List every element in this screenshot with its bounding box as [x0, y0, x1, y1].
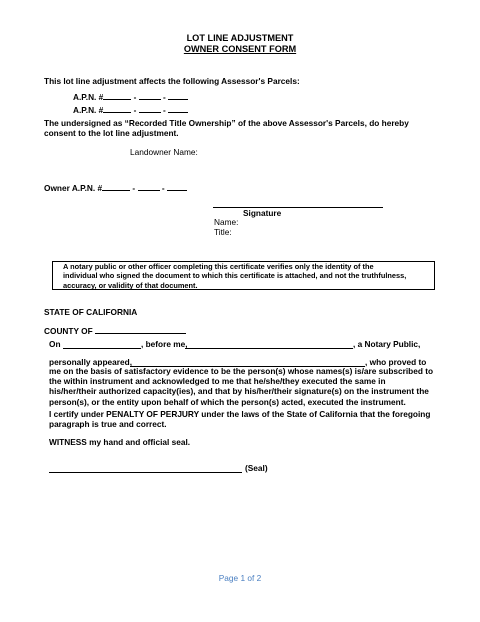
date-blank[interactable]: [63, 348, 141, 349]
consent-text: The undersigned as “Recorded Title Ownership” of the above Assessor's Parcels, do hereby consent to the lot line adjustment.: [44, 118, 409, 139]
form-subtitle: OWNER CONSENT FORM: [183, 44, 297, 54]
owner-apn-blank-a[interactable]: [102, 181, 130, 191]
personally-appeared-label: personally appeared,: [49, 357, 133, 367]
signature-title-label: Title:: [214, 227, 232, 237]
apn-blank-1a[interactable]: [103, 90, 131, 100]
before-me-label: , before me,: [141, 339, 188, 349]
acknowledgment-body: me on the basis of satisfactory evidence to be the person(s) whose names(s) is/are subscribed to the within instrument and acknowledged to me that he/she/they executed the same in his/her/their authorized capacity(ies), and that by his/her/their signature(s) on the instrument the person(s), or the entity upon behalf of which the person(s) acted, executed the instrument.: [49, 366, 434, 407]
apn-dash: -: [163, 92, 166, 102]
state-label: STATE OF CALIFORNIA: [44, 307, 138, 317]
apn-row-2: [73, 103, 188, 115]
apn-blank-1c[interactable]: [168, 90, 188, 100]
apn-dash: -: [133, 105, 137, 115]
apn-blank-1b[interactable]: [139, 90, 161, 100]
owner-apn-blank-c[interactable]: [167, 181, 187, 191]
apn-blank-2c[interactable]: [168, 103, 188, 113]
perjury-statement: I certify under PENALTY OF PERJURY under the laws of the State of California that the foregoing paragraph is true and correct.: [49, 409, 431, 430]
page-number: Page 1 of 2: [218, 573, 262, 583]
apn-dash: -: [161, 183, 165, 193]
owner-apn-blank-b[interactable]: [138, 181, 160, 191]
who-proved-label: , who proved to: [365, 357, 427, 367]
county-blank[interactable]: [95, 324, 186, 334]
county-row: [44, 324, 186, 336]
signature-line[interactable]: [213, 207, 383, 208]
notary-name-blank[interactable]: [185, 348, 353, 349]
apn-row-1: [73, 90, 188, 102]
witness-statement: WITNESS my hand and official seal.: [49, 437, 191, 447]
apn-label: A.P.N. #: [73, 92, 104, 102]
signature-label: Signature: [243, 208, 282, 218]
apn-dash: -: [133, 92, 137, 102]
seal-label: (Seal): [245, 463, 268, 473]
apn-label: A.P.N. #: [73, 105, 104, 115]
landowner-name-label: Landowner Name:: [130, 147, 198, 157]
county-label: COUNTY OF: [44, 326, 93, 336]
apn-dash: -: [132, 183, 136, 193]
owner-apn-label: Owner A.P.N. #: [44, 183, 103, 193]
apn-dash: -: [163, 105, 166, 115]
form-title: LOT LINE ADJUSTMENT: [186, 33, 294, 43]
parcels-intro: This lot line adjustment affects the following Assessor's Parcels:: [44, 76, 300, 86]
signature-name-label: Name:: [214, 217, 239, 227]
notary-signature-line[interactable]: [49, 472, 242, 473]
on-label: On: [49, 339, 61, 349]
apn-blank-2a[interactable]: [103, 103, 131, 113]
notary-notice-text: A notary public or other officer completing this certificate verifies only the identity of the individual who signed the document to which this certificate is attached, and not the truthfulness, accuracy, or validity of that document.: [63, 262, 407, 290]
apn-blank-2b[interactable]: [139, 103, 161, 113]
owner-apn-row: [44, 181, 187, 193]
notary-public-label: , a Notary Public,: [353, 339, 421, 349]
